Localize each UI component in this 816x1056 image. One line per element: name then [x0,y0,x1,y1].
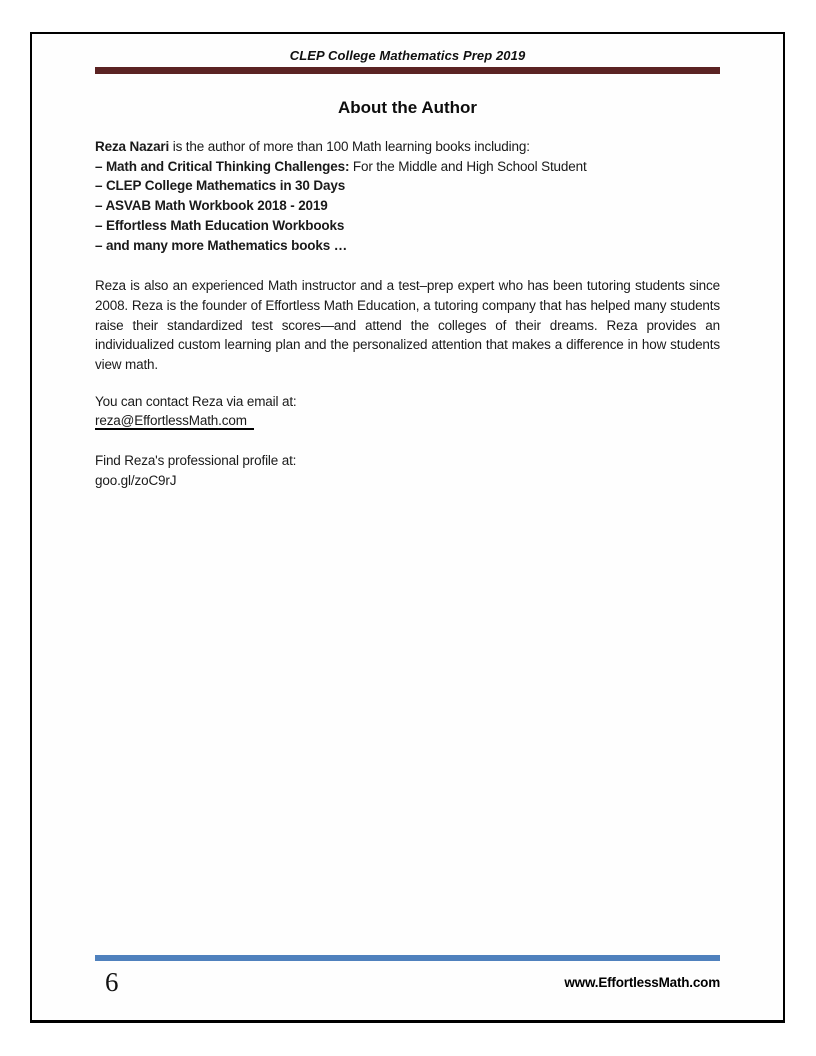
book-title: – CLEP College Mathematics in 30 Days [95,178,346,194]
book-list-item [95,236,720,256]
page-heading: About the Author [337,98,478,117]
book-title: – Math and Critical Thinking Challenges: [95,158,350,174]
book-title: – ASVAB Math Workbook 2018 - 2019 [95,198,328,214]
author-intro [95,137,720,255]
book-title: – Effortless Math Education Workbooks [95,217,345,233]
email-label: You can contact Reza via email at: [95,393,297,409]
page-footer [95,955,720,997]
email-link[interactable]: reza@EffortlessMath.com [95,413,254,430]
header-rule [95,67,720,74]
footer-rule [95,955,720,961]
bio-paragraph: Reza is also an experienced Math instructor and a test–prep expert who has been tutoring students since 2008. Reza is the founder of Effortless Math Education, a tutoring company that has helped many students raise their standardized test scores—and attend the colleges of their dreams. Reza provides an individualized custom learning plan and the personalized attention that makes a difference in how students view math. [95,278,720,373]
book-subtitle: For the Middle and High School Student [349,158,587,174]
page-border-frame [30,32,785,1023]
book-list-item [95,176,720,196]
page-number: 6 [105,967,119,997]
book-list-item [95,216,720,236]
book-list-item [95,196,720,216]
running-header-title: CLEP College Mathematics Prep 2019 [289,48,526,63]
footer-website: www.EffortlessMath.com [564,975,720,990]
contact-section [95,392,720,491]
intro-text: is the author of more than 100 Math learning books including: [169,139,530,154]
intro-line [95,137,720,157]
page-content [32,48,783,490]
book-title: – and many more Mathematics books … [95,237,348,253]
profile-label: Find Reza's professional profile at: [95,452,297,468]
author-name: Reza Nazari [95,139,170,154]
profile-url: goo.gl/zoC9rJ [95,472,177,488]
footer-row [95,967,720,997]
email-line [95,411,720,431]
book-list-item [95,157,720,177]
